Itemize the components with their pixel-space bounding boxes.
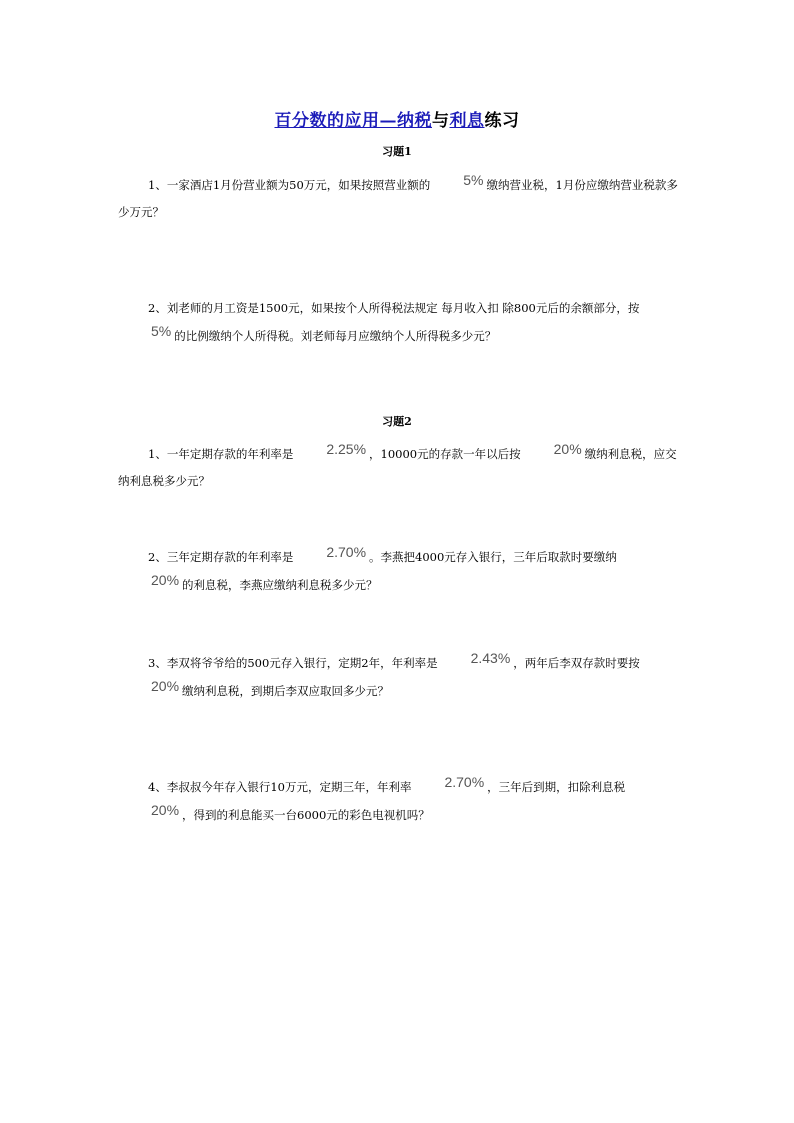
question-text: 的利息税，李燕应缴纳利息税多少元？ [182,578,378,592]
title-text-practice: 练习 [484,111,520,131]
title-text-and: 与 [432,111,450,131]
question-text: 缴纳营业税，1月份应缴纳营业税款多少万元？ [118,178,678,219]
question-text: 3、李双将爷爷给的500元存入银行，定期2年，年利率是 [148,656,438,670]
percent-value: 2.70% [326,544,367,560]
question-text: 1、一家酒店1月份营业额为50万元，如果按照营业额的 [148,178,431,192]
question-text: 1、一年定期存款的年利率是 [148,447,294,461]
percent-value: 20% [151,572,180,588]
question-2-2 [118,543,678,599]
percent-value: 20% [151,678,180,694]
question-text: ，10000元的存款一年以后按 [369,447,521,461]
title-link-percent-application[interactable]: 百分数的应用 [274,111,380,131]
question-text: ，三年后到期，扣除利息税 [487,780,626,794]
percent-value: 20% [151,802,180,818]
percent-value: 5% [151,323,172,339]
question-2-1 [118,440,678,495]
question-text: 4、李叔叔今年存入银行10万元，定期三年，年利率 [148,780,412,794]
question-text: 缴纳利息税，到期后李双应取回多少元？ [182,684,390,698]
question-1-2 [118,295,678,350]
question-2-4 [118,773,678,829]
title-link-tax[interactable]: —纳税 [379,111,432,131]
question-1-1 [118,171,678,226]
percent-value: 2.25% [326,441,367,457]
question-text: 的比例缴纳个人所得税。刘老师每月应缴纳个人所得税多少元？ [174,329,497,343]
section-heading-2: 习题2 [382,415,412,428]
title-link-interest[interactable]: 利息 [449,111,485,131]
question-2-3 [118,649,678,705]
section-heading-1: 习题1 [382,145,412,158]
question-text: 2、三年定期存款的年利率是 [148,550,294,564]
page-title [0,106,794,131]
question-text: ，两年后李双存款时要按 [513,656,640,670]
percent-value: 5% [463,172,484,188]
question-text: 缴纳利息税，应交纳利息税多少元？ [118,447,677,488]
percent-value: 2.43% [470,650,511,666]
question-text: 。李燕把4000元存入银行，三年后取款时要缴纳 [369,550,617,564]
question-text: ，得到的利息能买一台6000元的彩色电视机吗？ [182,808,430,822]
percent-value: 2.70% [444,774,485,790]
question-text: 2、刘老师的月工资是1500元，如果按个人所得税法规定 每月收入扣 除800元后的余额部分，按 [148,301,640,315]
percent-value: 20% [553,441,582,457]
